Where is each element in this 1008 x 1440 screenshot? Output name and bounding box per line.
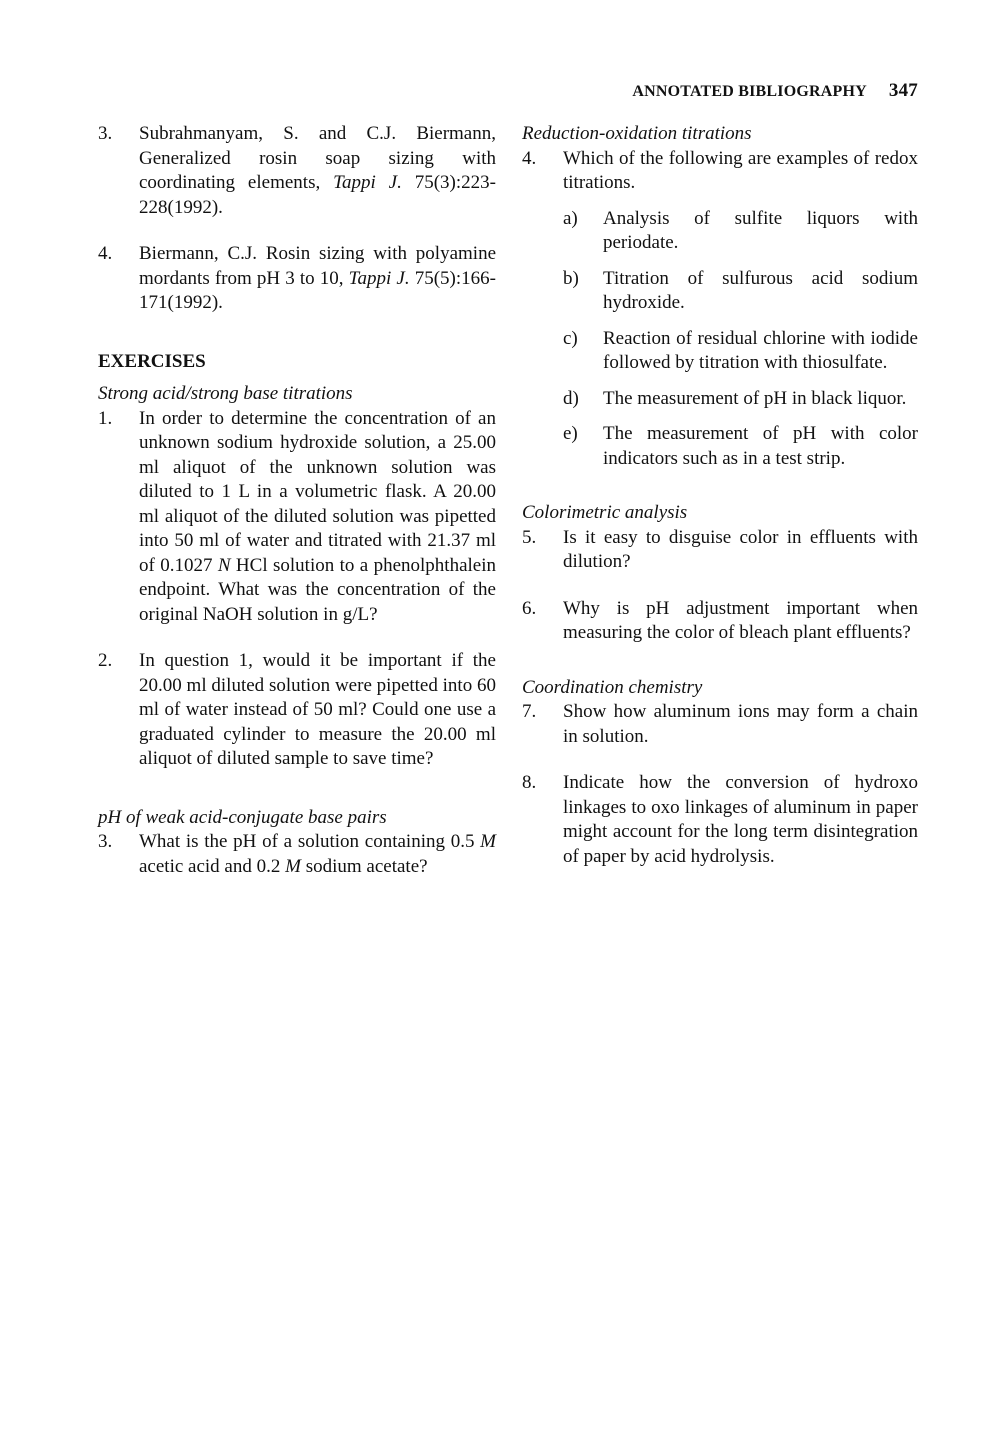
exercise-text: Why is pH adjustment important when measuring the color of bleach plant effluents?: [563, 597, 918, 643]
option-b: [563, 267, 918, 316]
running-header: [632, 80, 918, 102]
option-label: e): [563, 423, 578, 444]
exercise-8: [522, 771, 918, 869]
reference-citation: 75(3):223-228(1992).: [139, 172, 496, 218]
exercise-number: 2.: [98, 650, 113, 671]
exercise-number: 5.: [522, 526, 537, 548]
reference-text: [139, 242, 496, 316]
option-label: b): [563, 267, 579, 289]
exercise-2: [98, 649, 496, 772]
exercise-4: [522, 147, 918, 196]
exercise-text: Is it easy to disguise color in effluents with dilution?: [563, 526, 918, 572]
right-column: [522, 122, 918, 869]
option-text: The measurement of pH with color indicators such as in a test strip.: [603, 423, 918, 469]
coordination-heading: Coordination chemistry: [522, 676, 703, 698]
redox-heading: Reduction-oxidation titrations: [522, 123, 752, 144]
reference-text: [139, 122, 496, 220]
option-text: Analysis of sulfite liquors with periodate.: [603, 207, 918, 253]
exercises-heading: EXERCISES: [98, 350, 206, 372]
reference-3: [98, 122, 496, 220]
exercise-3: [98, 830, 496, 879]
option-text: The measurement of pH in black liquor.: [603, 387, 907, 409]
reference-journal: Tappi J.: [333, 172, 402, 193]
exercise-number: 6.: [522, 597, 537, 619]
exercise-number: 1.: [98, 407, 113, 429]
exercise-text: Indicate how the conversion of hydroxo linkages to oxo linkages of aluminum in paper might account for the long term disintegration of paper by acid hydrolysis.: [563, 772, 918, 867]
option-label: c): [563, 327, 578, 349]
left-column: [98, 122, 496, 879]
exercise-number: 8.: [522, 772, 537, 793]
weak-acid-heading: pH of weak acid-conjugate base pairs: [98, 806, 387, 828]
option-e: [563, 422, 918, 471]
exercise-1: [98, 407, 496, 628]
option-a: [563, 207, 918, 256]
exercise-text: In question 1, would it be important if the 20.00 ml diluted solution were pipetted into 60 ml of water instead of 50 ml? Could one use a graduated cylinder to measure the 20.00 ml aliquot of diluted sample to save time?: [139, 650, 496, 769]
strong-acid-heading: Strong acid/strong base titrations: [98, 383, 353, 404]
exercise-number: 3.: [98, 831, 113, 852]
reference-citation: 75(5):166-171(1992).: [139, 267, 496, 313]
exercise-text: What is the pH of a solution containing 0.5 M acetic acid and 0.2 M sodium acetate?: [139, 831, 496, 877]
colorimetric-heading: Colorimetric analysis: [522, 502, 688, 523]
exercise-6: [522, 597, 918, 646]
option-label: d): [563, 387, 579, 409]
reference-authors-title: Biermann, C.J. Rosin sizing with polyamine mordants from pH 3 to 10,: [139, 243, 496, 289]
molarity-symbol: M: [285, 855, 301, 877]
option-d: [563, 387, 918, 412]
running-title: ANNOTATED BIBLIOGRAPHY: [632, 83, 867, 100]
option-label: a): [563, 207, 578, 229]
exercise-text: Which of the following are examples of redox titrations.: [563, 147, 918, 193]
exercise-7: [522, 700, 918, 749]
exercise-text: In order to determine the concentration of an unknown sodium hydroxide solution, a 25.00 ml aliquot of the unknown solution was diluted to 1 L in a volumetric flask. A 20.00 ml aliquot of the diluted solution was pipetted into 50 ml of water and titrated with 21.37 ml of 0.1027 N HCl solution to a phenolphthalein endpoint. What was the concentration of the original NaOH solution in g/L?: [139, 407, 497, 625]
exercise-number: 7.: [522, 701, 537, 722]
reference-4: [98, 242, 496, 316]
reference-authors-title: Subrahmanyam, S. and C.J. Biermann, Generalized rosin soap sizing with coordinating elements,: [139, 123, 496, 193]
option-text: Reaction of residual chlorine with iodide followed by titration with thiosulfate.: [603, 327, 918, 373]
exercise-text: Show how aluminum ions may form a chain in solution.: [563, 701, 918, 747]
reference-number: 3.: [98, 123, 113, 144]
reference-journal: Tappi J.: [348, 267, 410, 289]
reference-number: 4.: [98, 243, 113, 264]
molarity-symbol: M: [480, 831, 496, 852]
exercise-number: 4.: [522, 147, 537, 169]
option-c: [563, 327, 918, 376]
exercise-5: [522, 526, 918, 575]
option-text: Titration of sulfurous acid sodium hydroxide.: [603, 267, 918, 313]
normality-symbol: N: [217, 554, 231, 576]
page-number: 347: [888, 80, 918, 101]
